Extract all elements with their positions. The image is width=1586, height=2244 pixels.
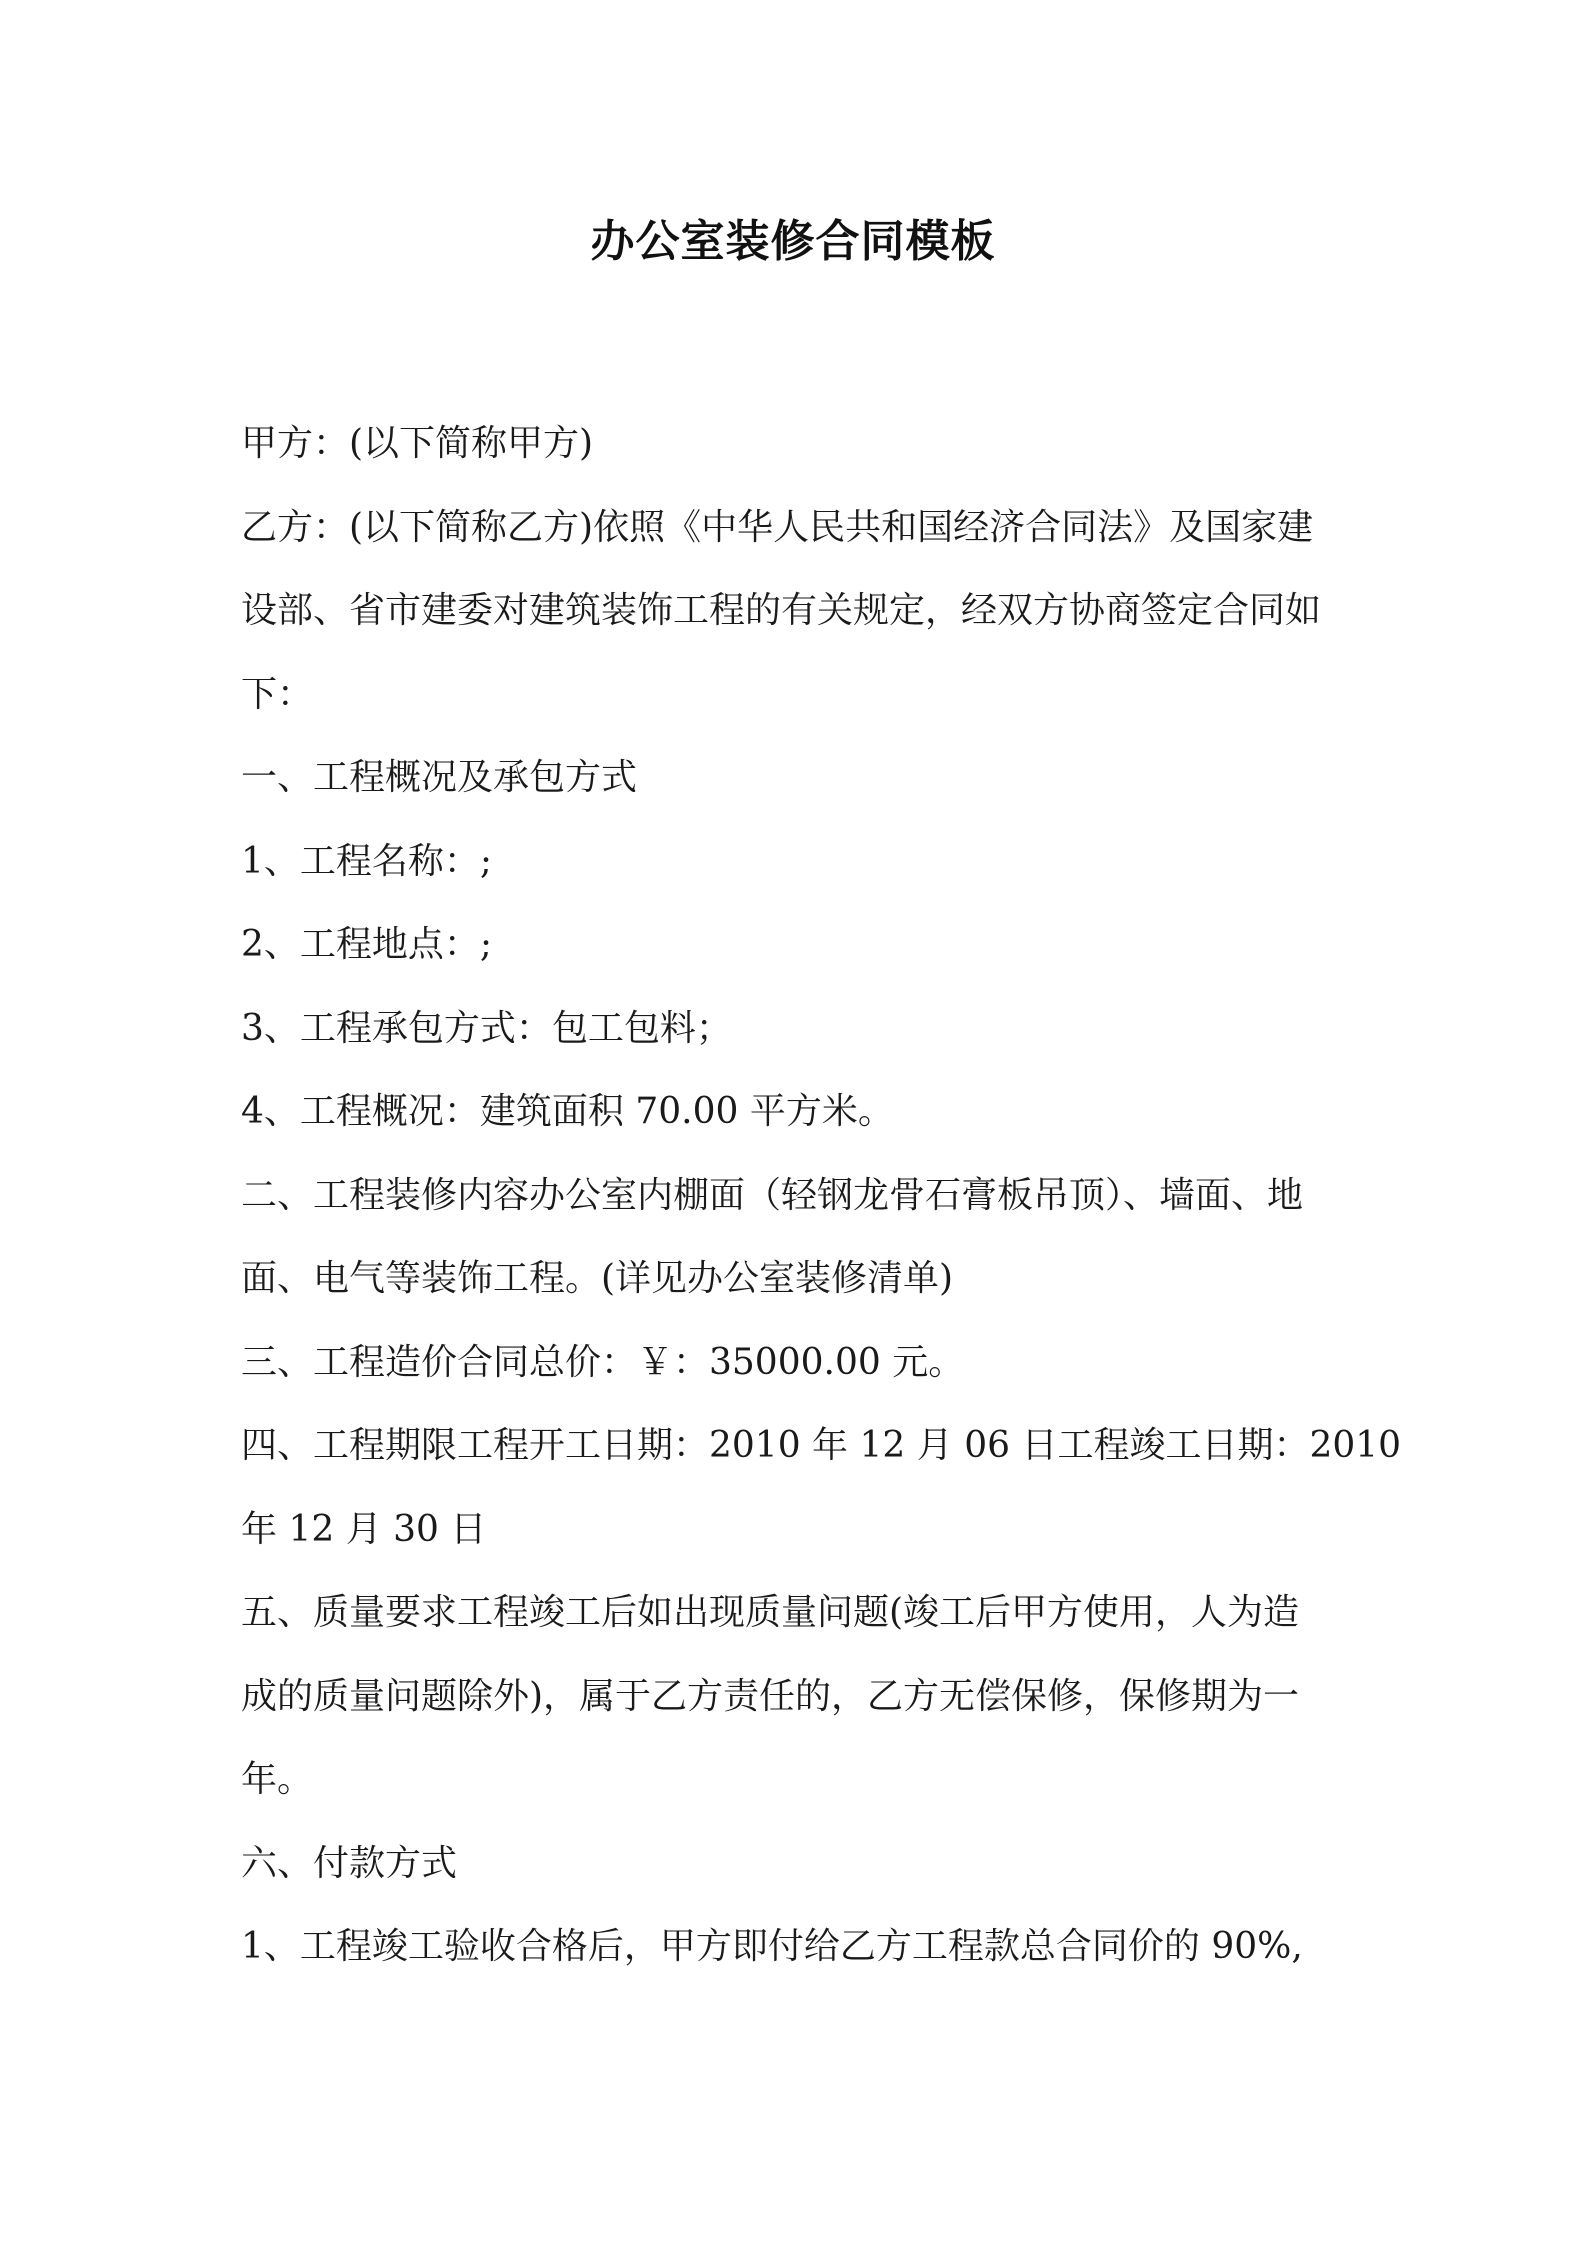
text-line: 2、工程地点：; bbox=[241, 924, 493, 965]
text-line: 设部、省市建委对建筑装饰工程的有关规定，经双方协商签定合同如 bbox=[241, 590, 1322, 631]
document-body bbox=[241, 402, 1402, 1989]
text-line: 1、工程竣工验收合格后，甲方即付给乙方工程款总合同价的 90%, bbox=[241, 1926, 1303, 1967]
text-line: 下： bbox=[241, 673, 314, 715]
section-heading: 六、付款方式 bbox=[241, 1842, 458, 1884]
text-line: 年 12 月 30 日 bbox=[241, 1508, 487, 1550]
document-title: 办公室装修合同模板 bbox=[590, 216, 996, 267]
section-heading: 三、工程造价合同总价：￥：35000.00 元。 bbox=[241, 1341, 965, 1383]
section-heading: 二、工程装修内容办公室内棚面（轻钢龙骨石膏板吊顶）、墙面、地 bbox=[241, 1174, 1304, 1216]
text-line: 1、工程名称：; bbox=[241, 840, 493, 882]
text-line: 乙方：(以下简称乙方)依照《中华人民共和国经济合同法》及国家建 bbox=[241, 506, 1314, 548]
section-heading: 四、工程期限工程开工日期：2010 年 12 月 06 日工程竣工日期：2010 bbox=[241, 1425, 1402, 1466]
text-line: 3、工程承包方式：包工包料； bbox=[241, 1007, 732, 1049]
text-line: 4、工程概况：建筑面积 70.00 平方米。 bbox=[241, 1091, 894, 1132]
text-line: 成的质量问题除外)，属于乙方责任的，乙方无偿保修，保修期为一 bbox=[241, 1675, 1300, 1717]
section-heading: 五、质量要求工程竣工后如出现质量问题(竣工后甲方使用，人为造 bbox=[241, 1592, 1300, 1633]
text-line: 甲方：(以下简称甲方) bbox=[241, 423, 594, 464]
section-heading: 一、工程概况及承包方式 bbox=[241, 757, 638, 798]
text-line: 面、电气等装饰工程。(详见办公室装修清单) bbox=[241, 1258, 954, 1299]
text-line: 年。 bbox=[241, 1759, 314, 1800]
